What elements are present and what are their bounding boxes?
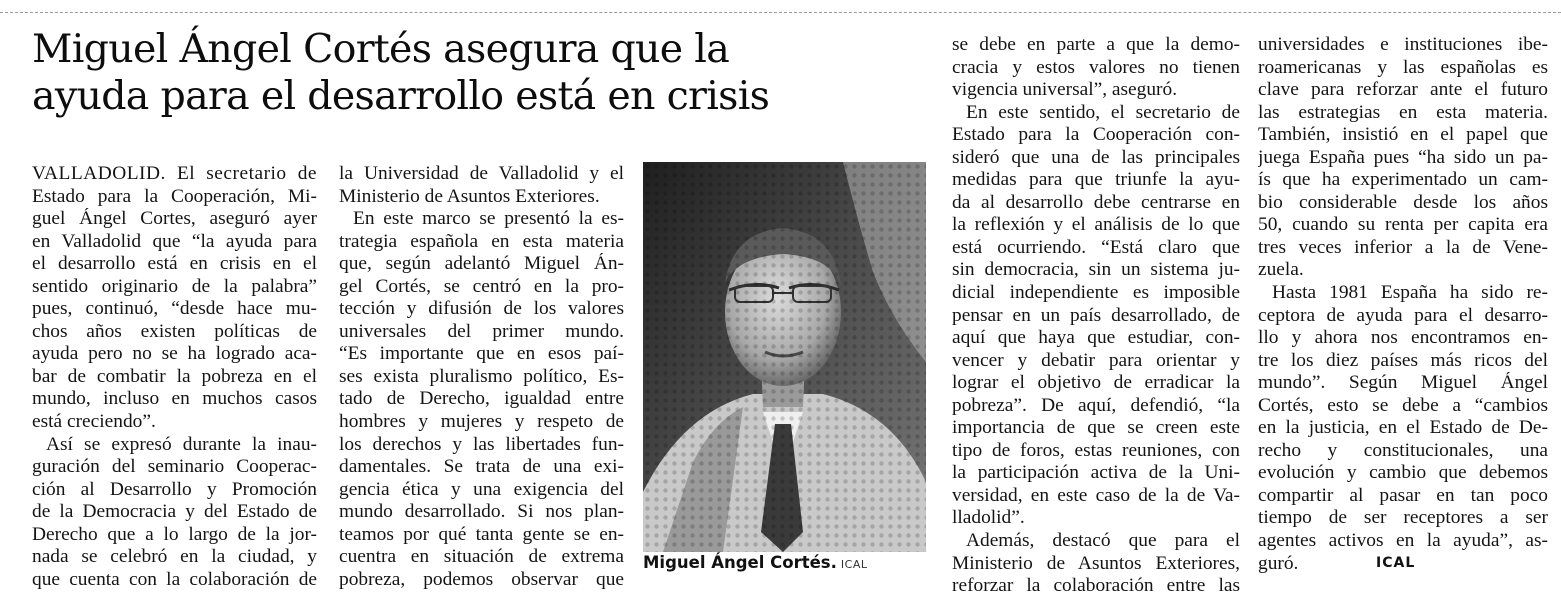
column-line: de la Democracia y del Estado de bbox=[32, 501, 317, 523]
column-line: tección y difusión de los valores bbox=[339, 298, 624, 320]
column-line: llo y ahora nos encontramos en- bbox=[1258, 327, 1548, 349]
column-line: las estrategias en esta materia. bbox=[1258, 101, 1548, 123]
column-line: 50, cuando su renta per capita era bbox=[1258, 214, 1548, 236]
column-line: importancia de que se creen este bbox=[952, 417, 1240, 439]
column-line: universidades e instituciones ibe- bbox=[1258, 34, 1548, 55]
column-line: Además, destacó que para el bbox=[966, 530, 1240, 552]
column-line: Estado para la Cooperación, Mi- bbox=[32, 185, 317, 207]
column-line: la participación activa de la Uni- bbox=[952, 462, 1240, 484]
column-line: Así se expresó durante la inau- bbox=[46, 433, 317, 455]
headline bbox=[32, 26, 932, 120]
column-line: sideró que una de las principales bbox=[952, 146, 1240, 168]
column-line: “Es importante que en esos paí- bbox=[339, 343, 624, 365]
column-line: evolución y cambio que debemos bbox=[1258, 462, 1548, 484]
column-line: cuentra en situación de extrema bbox=[339, 546, 624, 568]
column-line: ses exista pluralismo político, Es- bbox=[339, 365, 624, 387]
column-line: pues, continuó, “desde hace mu- bbox=[32, 298, 317, 320]
column-line: gel Cortés, se centró en la pro- bbox=[339, 275, 624, 297]
column-line: Estado para la Cooperación con- bbox=[952, 124, 1240, 146]
column-line: Ministerio de Asuntos Exteriores. bbox=[339, 185, 600, 207]
column-line: bar de combatir la pobreza en el bbox=[32, 365, 317, 387]
column-line: lladolid”. bbox=[952, 507, 1025, 529]
column-line: pensar en un país desarrollado, de bbox=[952, 304, 1240, 326]
column-line: zuela. bbox=[1258, 259, 1304, 281]
column-line: tado de Derecho, igualdad entre bbox=[339, 388, 624, 410]
article-column-4 bbox=[1258, 34, 1548, 575]
column-line: dicial independiente es imposible bbox=[952, 282, 1240, 304]
column-line: Ministerio de Asuntos Exteriores, bbox=[952, 552, 1240, 574]
column-line: nada se celebró en la ciudad, y bbox=[32, 546, 317, 568]
column-line: tres veces inferior a la de Vene- bbox=[1258, 236, 1548, 258]
column-line: reforzar la colaboración entre las bbox=[952, 575, 1240, 597]
column-line: lograr el objetivo de erradicar la bbox=[952, 372, 1240, 394]
column-line: Derecho que a lo largo de la jor- bbox=[32, 523, 317, 545]
column-line: está creciendo”. bbox=[32, 411, 156, 433]
column-line: teamos por qué tanta gente se en- bbox=[339, 523, 624, 545]
agency-signature: ICAL bbox=[1376, 555, 1416, 571]
column-line: En este sentido, el secretario de bbox=[966, 101, 1240, 123]
column-line: los derechos y las libertades fun- bbox=[339, 433, 624, 455]
column-line: También, insistió en el papel que bbox=[1258, 124, 1548, 146]
column-line: en Valladolid que “la ayuda para bbox=[32, 230, 317, 252]
column-line: hombres y mujeres y respeto de bbox=[339, 411, 624, 433]
column-line: la reflexión y el análisis de lo que bbox=[952, 214, 1240, 236]
column-line: la Universidad de Valladolid y el bbox=[339, 163, 624, 184]
column-line: ceptora de ayuda para el desarro- bbox=[1258, 304, 1548, 326]
column-line: sin democracia, sin un sistema ju- bbox=[952, 259, 1240, 281]
column-line: damentales. Se trata de una exi- bbox=[339, 456, 624, 478]
article-column-3 bbox=[952, 34, 1240, 598]
column-line: tipo de foros, estas reuniones, con bbox=[952, 439, 1240, 461]
article-column-2 bbox=[339, 163, 624, 591]
photo-caption bbox=[643, 553, 943, 572]
column-line: pobreza”. De aquí, defendió, “la bbox=[952, 394, 1240, 416]
column-line: recho y constitucionales, una bbox=[1258, 439, 1548, 461]
article-column-1 bbox=[32, 163, 317, 591]
column-line: sentido originario de la palabra” bbox=[32, 275, 317, 297]
column-line: trategia española en esta materia bbox=[339, 230, 624, 252]
column-line: guración del seminario Cooperac- bbox=[32, 456, 317, 478]
column-line: el desarrollo está en crisis en el bbox=[32, 253, 317, 275]
column-line: ís que ha experimentado un cam- bbox=[1258, 169, 1548, 191]
column-line: cracia y estos valores no tienen bbox=[952, 56, 1240, 78]
top-dashed-rule bbox=[0, 12, 1561, 13]
column-line: universales del primer mundo. bbox=[339, 320, 624, 342]
column-line: VALLADOLID. El secretario de bbox=[32, 163, 317, 184]
column-line: que cuenta con la colaboración de bbox=[32, 568, 317, 590]
column-line: pobreza, podemos observar que bbox=[339, 568, 624, 590]
column-line: tre los diez países más ricos del bbox=[1258, 349, 1548, 371]
column-line: juega España pues “ha sido un pa- bbox=[1258, 146, 1548, 168]
column-line: En este marco se presentó la es- bbox=[353, 208, 624, 230]
column-line: gencia ética y una exigencia del bbox=[339, 478, 624, 500]
headline-line-2: ayuda para el desarrollo está en crisis bbox=[32, 73, 770, 119]
column-line: aquí que haya que estudiar, con- bbox=[952, 327, 1240, 349]
column-line: clave para reforzar ante el futuro bbox=[1258, 79, 1548, 101]
column-line: mundo, incluso en muchos casos bbox=[32, 388, 317, 410]
column-line: en la justicia, en el Estado de De- bbox=[1258, 417, 1548, 439]
portrait-image bbox=[643, 162, 926, 552]
column-line: se debe en parte a que la demo- bbox=[952, 34, 1240, 55]
column-line: versidad, en este caso de la de Va- bbox=[952, 484, 1240, 506]
portrait-photo bbox=[643, 162, 926, 552]
caption-name: Miguel Ángel Cortés. bbox=[643, 553, 837, 572]
column-line: agentes activos en la ayuda”, as- bbox=[1258, 530, 1548, 552]
column-line: que, según adelantó Miguel Án- bbox=[339, 253, 624, 275]
column-line: ción al Desarrollo y Promoción bbox=[32, 478, 317, 500]
column-line: está ocurriendo. “Está claro que bbox=[952, 236, 1240, 258]
column-line: Hasta 1981 España ha sido re- bbox=[1272, 282, 1548, 304]
headline-line-1: Miguel Ángel Cortés asegura que la bbox=[32, 26, 730, 72]
column-line: chos años existen políticas de bbox=[32, 320, 317, 342]
column-line: guró. bbox=[1258, 552, 1299, 574]
column-line: vencer y debatir para orientar y bbox=[952, 349, 1240, 371]
column-line: mundo desarrollado. Si nos plan- bbox=[339, 501, 624, 523]
column-line: ayuda pero no se ha logrado aca- bbox=[32, 343, 317, 365]
column-line: da al desarrollo debe centrarse en bbox=[952, 191, 1240, 213]
column-line: Cortés, esto se debe a “cambios bbox=[1258, 394, 1548, 416]
column-line: medidas para que triunfe la ayu- bbox=[952, 169, 1240, 191]
column-line: bio considerable desde los años bbox=[1258, 191, 1548, 213]
caption-credit: ICAL bbox=[840, 558, 868, 571]
column-line: mundo”. Según Miguel Ángel bbox=[1258, 372, 1548, 394]
column-line: vigencia universal”, aseguró. bbox=[952, 79, 1178, 101]
column-line: compartir al pasar en tan poco bbox=[1258, 484, 1548, 506]
column-line: guel Ángel Cortes, aseguró ayer bbox=[32, 208, 317, 230]
column-line: tiempo de ser receptores a ser bbox=[1258, 507, 1548, 529]
column-line: roamericanas y las españolas es bbox=[1258, 56, 1548, 78]
